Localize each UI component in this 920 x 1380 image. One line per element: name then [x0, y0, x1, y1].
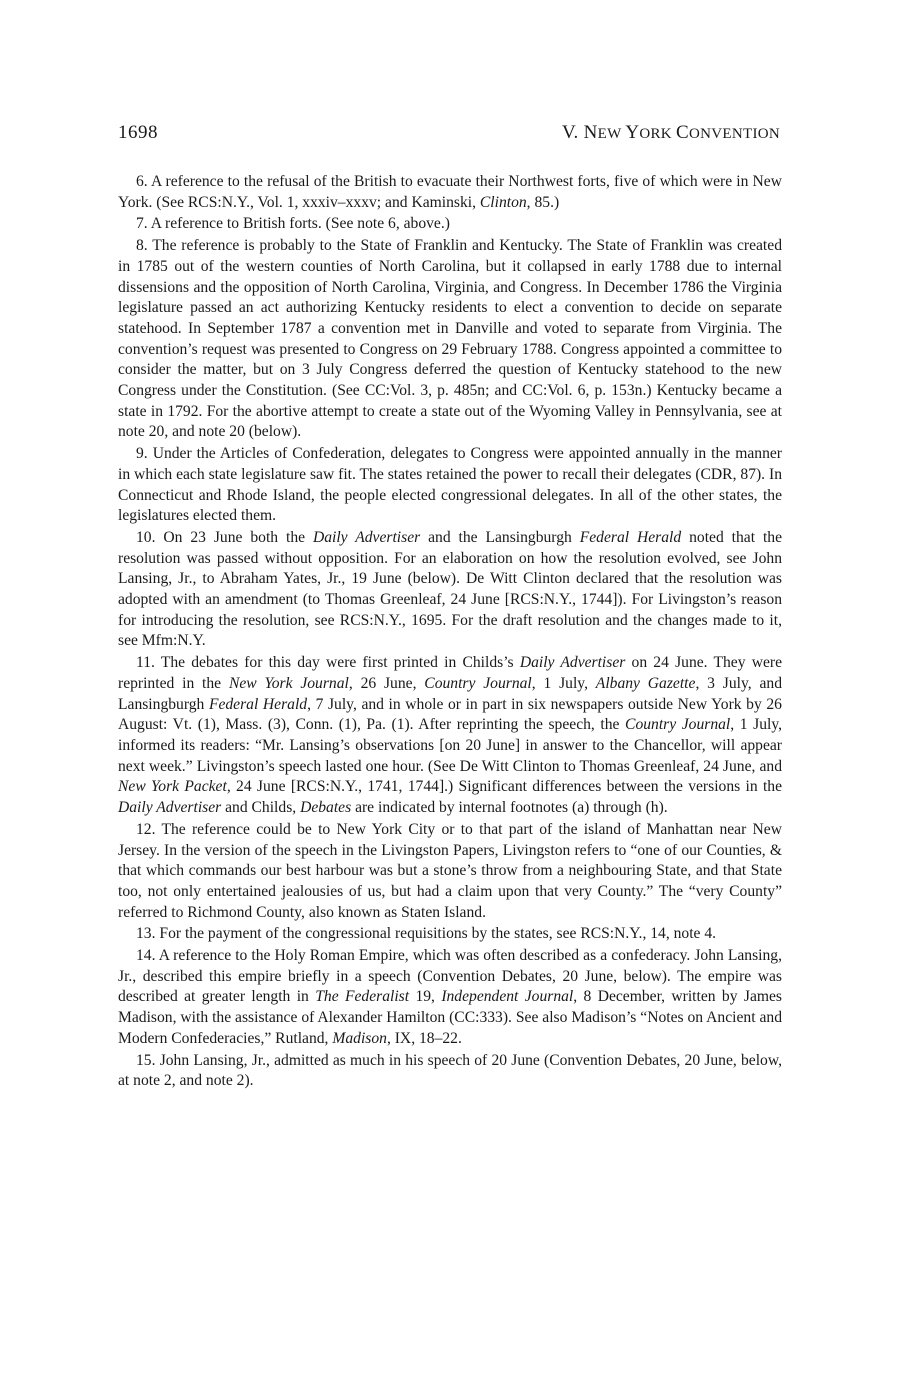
- italic-title: Federal Herald: [579, 528, 682, 546]
- note-text: , 8 December, written by James Madison, with the assistance of Alexander Hamilton (CC:333). See also Madison’s “Notes on Ancient and Modern Confederacies,” Rutland,: [118, 988, 782, 1047]
- italic-title: New York Journal: [228, 674, 349, 692]
- note-text: 8. The reference is probably to the State of Franklin and Kentucky. The State of Franklin was created in 1785 out of the western counties of North Carolina, but it collapsed in early 1788 due to internal dissensions and the opposition of North Carolina, Virginia, and Congress. In December 1786 the Virginia legislature passed an act authorizing Kentucky residents to elect a convention to decide on separate statehood. In September 1787 a convention met in Danville and voted to separate from Virginia. The convention’s request was presented to Congress on 29 February 1788. Congress appointed a committee to consider the matter, but on 3 July Congress deferred the question of Kentucky statehood to the new Congress under the Constitution. (See CC:Vol. 3, p. 485n; and CC:Vol. 6, p. 153n.) Kentucky became a state in 1792. For the abortive attempt to create a state out of the Wyoming Valley in Pennsylvania, see at note 20, and note 20 (below).: [118, 237, 782, 441]
- endnote: [118, 444, 782, 527]
- italic-title: Clinton: [479, 193, 527, 211]
- italic-title: Country Journal: [625, 716, 731, 734]
- endnote: [118, 924, 782, 945]
- endnote: [118, 653, 782, 819]
- note-text: , 1 July, informed its readers: “Mr. Lansing’s observations [on 20 June] in answer to the Chancellor, will appear next week.” Livingston’s speech lasted one hour. (See De Witt Clinton to Thomas Greenleaf, 24 June, and: [118, 716, 783, 775]
- running-head: [118, 122, 780, 150]
- italic-title: Albany Gazette: [595, 674, 696, 692]
- endnote: [118, 946, 782, 1050]
- note-text: 15. John Lansing, Jr., admitted as much in his speech of 20 June (Convention Debates, 20 June, below, at note 2, and note 2).: [118, 1051, 782, 1090]
- page-number: 1698: [118, 122, 158, 143]
- endnote: [118, 172, 782, 213]
- section-title: V. NEW YORK CONVENTION: [561, 122, 780, 143]
- note-text: , IX, 18–22.: [386, 1029, 462, 1047]
- note-text: , 7 July, and in whole or in part in six newspapers outside New York by 26 August: Vt. (1), Mass. (3), Conn. (1), Pa. (1). After reprinting the speech, the: [118, 695, 782, 734]
- italic-title: New York Packet: [118, 778, 227, 796]
- note-text: noted that the resolution was passed without opposition. For an elaboration on how the resolution evolved, see John Lansing, Jr., to Abraham Yates, Jr., 19 June (below). De Witt Clinton declared that the resolution was adopted with an amendment (to Thomas Greenleaf, 24 June [RCS:N.Y., 1744]). For Livingston’s reason for introducing the resolution, see RCS:N.Y., 1695. For the draft resolution and the changes made to it, see Mfm:N.Y.: [118, 528, 782, 650]
- italic-title: The Federalist: [315, 988, 410, 1006]
- note-text: , 3 July, and Lansingburgh: [118, 674, 782, 713]
- endnote: [118, 236, 782, 443]
- note-text: 14. A reference to the Holy Roman Empire, which was often described as a confederacy. John Lansing, Jr., described this empire briefly in a speech (Convention Debates, 20 June, below). The empire was described at greater length in: [118, 947, 782, 1006]
- endnotes: [118, 172, 782, 1093]
- note-text: are indicated by internal footnotes (a) through (h).: [351, 799, 668, 817]
- italic-title: Federal Herald: [208, 695, 308, 713]
- note-text: , 26 June,: [348, 674, 425, 692]
- endnote: [118, 820, 782, 924]
- note-text: 7. A reference to British forts. (See note 6, above.): [136, 215, 450, 233]
- note-text: 19,: [409, 988, 442, 1006]
- italic-title: Debates: [300, 799, 352, 817]
- endnote: [118, 214, 782, 235]
- endnote: [118, 1051, 782, 1092]
- note-text: , 24 June [RCS:N.Y., 1741, 1744].) Significant differences between the versions in the: [226, 778, 783, 796]
- note-text: and Childs,: [221, 799, 301, 817]
- note-text: 13. For the payment of the congressional requisitions by the states, see RCS:N.Y., 14, note 4.: [136, 925, 717, 943]
- note-text: , 85.): [526, 193, 560, 211]
- italic-title: Daily Advertiser: [118, 799, 222, 817]
- note-text: on 24 June. They were reprinted in the: [118, 654, 783, 692]
- note-text: 11. The debates for this day were first printed in Childs’s: [136, 654, 520, 672]
- note-text: 6. A reference to the refusal of the British to evacuate their Northwest forts, five of which were in New York. (See RCS:N.Y., Vol. 1, xxxiv–xxxv; and Kaminski,: [118, 173, 782, 211]
- note-text: 10. On 23 June both the: [136, 528, 313, 546]
- note-text: and the Lansingburgh: [420, 528, 580, 546]
- note-text: 12. The reference could be to New York City or to that part of the island of Manhattan near New Jersey. In the version of the speech in the Livingston Papers, Livingston refers to “one of our Counties, & that which commands our best harbour was but a stone’s throw from a neighbouring State, and that State too, not only entertained jealousies of us, but had a claim upon that very County.” The “very County” referred to Richmond County, also known as Staten Island.: [118, 820, 782, 921]
- italic-title: Country Journal: [424, 674, 532, 692]
- note-text: , 1 July,: [531, 674, 596, 692]
- italic-title: Daily Advertiser: [519, 654, 626, 672]
- italic-title: Independent Journal: [441, 988, 574, 1006]
- endnote: [118, 528, 782, 652]
- italic-title: Madison: [332, 1029, 387, 1047]
- note-text: 9. Under the Articles of Confederation, delegates to Congress were appointed annually in the manner in which each state legislature saw fit. The states retained the power to recall their delegates (CDR, 87). In Connecticut and Rhode Island, the people elected congressional delegates. In all of the other states, the legislatures elected them.: [118, 445, 782, 525]
- italic-title: Daily Advertiser: [312, 528, 421, 546]
